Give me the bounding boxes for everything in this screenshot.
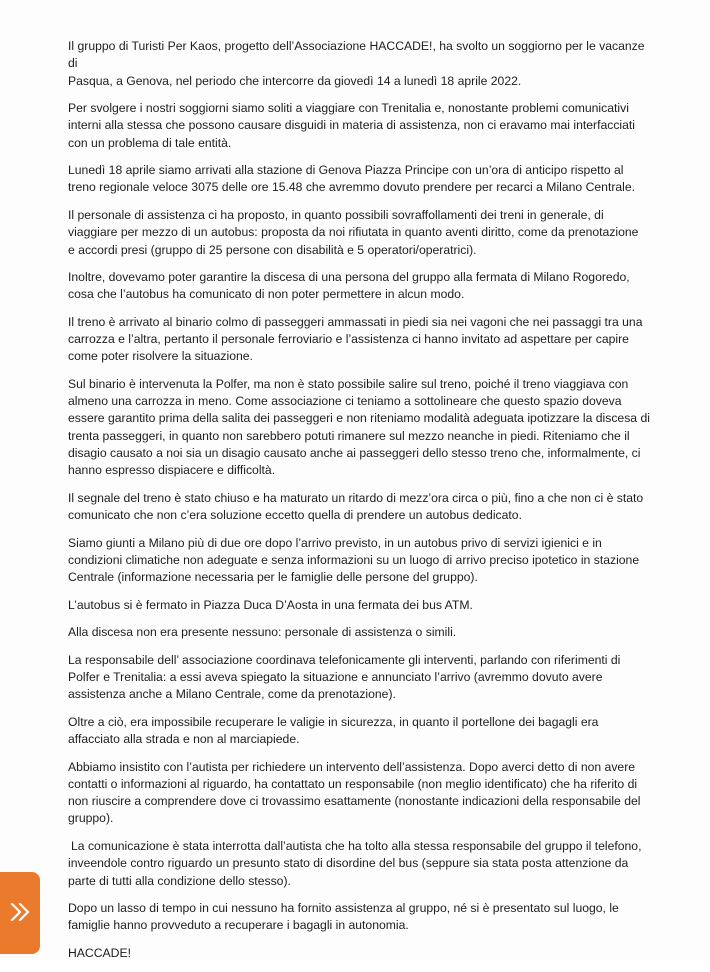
double-chevron-right-icon — [8, 899, 34, 925]
paragraph-7: Sul binario è intervenuta la Polfer, ma non è stato possibile salire sul treno, poiché il treno viaggiava con almeno una carrozza in meno. Come associazione ci teniamo a sottolineare che questo spazio doveva essere garantito prima della salita dei passeggeri e non riteniamo modalità adeguata ipotizzare la discesa di trenta passeggeri, in quanto non sarebbero potuti rimanere sul mezzo neanche in piedi. Riteniamo che il disagio causato a noi sia un disagio causato anche ai passeggeri dello stesso treno che, informalmente, ci hanno espresso dispiacere e difficoltà. — [68, 376, 650, 478]
paragraph-1: Il gruppo di Turisti Per Kaos, progetto dell’Associazione HACCADE!, ha svolto un soggiorno per le vacanze di Pasqua, a Genova, nel periodo che intercorre da giovedì 14 a lunedì 18 aprile 2022. — [68, 39, 645, 88]
paragraph-10: L’autobus si è fermato in Piazza Duca D’Aosta in una fermata dei bus ATM. — [68, 597, 473, 612]
paragraph-14: Abbiamo insistito con l’autista per richiedere un intervento dell’assistenza. Dopo averci detto di non avere contatti o informazioni al riguardo, ha contattato un responsabile (non meglio identificato) che ha riferito di non riuscire a comprendere dove ci trovassimo esattamente (nonostante indicazioni della responsabile del gruppo). — [68, 759, 641, 826]
paragraph-13: Oltre a ciò, era impossibile recuperare le valigie in sicurezza, in quanto il portellone dei bagagli era affacciato alla strada e non al marciapiede. — [68, 714, 599, 747]
paragraph-9: Siamo giunti a Milano più di due ore dopo l’arrivo previsto, in un autobus privo di servizi igienici e in condizioni climatiche non adeguate e senza informazioni su un luogo di arrivo preciso ipotetico in stazione Centrale (informazione necessaria per le famiglie delle persone del gruppo). — [68, 535, 640, 585]
paragraph-3: Lunedì 18 aprile siamo arrivati alla stazione di Genova Piazza Principe con un’ora di anticipo rispetto al treno regionale veloce 3075 delle ore 15.48 che avremmo dovuto prendere per recarci a Milano Centrale. — [68, 163, 636, 195]
document-body — [68, 38, 650, 972]
paragraph-11: Alla discesa non era presente nessuno: personale di assistenza o simili. — [68, 625, 457, 640]
paragraph-4: Il personale di assistenza ci ha proposto, in quanto possibili sovraffollamenti dei treni in generale, di viaggiare per mezzo di un autobus: proposta da noi rifiutata in quanto aventi diritto, come da prenotazione e accordi presi (gruppo di 25 persone con disabilità e 5 operatori/operatrici). — [68, 207, 639, 257]
paragraph-15: La comunicazione è stata interrotta dall’autista che ha tolto alla stessa responsabile del gruppo il telefono, inveendole contro riguardo un presunto stato di disordine del bus (seppure sia stata posta attenzione da parte di tutti alla condizione dello stesso). — [68, 838, 642, 888]
paragraph-2: Per svolgere i nostri soggiorni siamo soliti a viaggiare con Trenitalia e, nonostante problemi comunicativi interni alla stessa che possono causare disguidi in materia di assistenza, non ci eravamo mai interfacciati con un problema di tale entità. — [68, 101, 636, 150]
paragraph-16: Dopo un lasso di tempo in cui nessuno ha fornito assistenza al gruppo, né si è presentato sul luogo, le famiglie hanno provveduto a recuperare i bagagli in autonomia. — [68, 900, 619, 933]
signature-text: HACCADE! — [68, 945, 131, 960]
paragraph-8: Il segnale del treno è stato chiuso e ha maturato un ritardo di mezz’ora circa o più, fino a che non ci è stato comunicato che non c’era soluzione eccetto quella di prendere un autobus dedicato. — [68, 490, 644, 523]
paragraph-6: Il treno è arrivato al binario colmo di passeggeri ammassati in piedi sia nei vagoni che nei passaggi tra una carrozza e l’altra, pertanto il personale ferroviario e l’assistenza ci hanno invitato ad aspettare per capire come poter risolvere la situazione. — [68, 314, 643, 364]
side-expand-tab[interactable] — [0, 872, 40, 954]
paragraph-12: La responsabile dell’ associazione coordinava telefonicamente gli interventi, parlando con riferimenti di Polfer e Trenitalia: a essi aveva spiegato la situazione e annunciato l’arrivo (avremmo dovuto avere assistenza anche a Milano Centrale, come da prenotazione). — [68, 652, 621, 702]
paragraph-5: Inoltre, dovevamo poter garantire la discesa di una persona del gruppo alla fermata di Milano Rogoredo, cosa che l’autobus ha comunicato di non poter permettere in alcun modo. — [68, 270, 630, 302]
